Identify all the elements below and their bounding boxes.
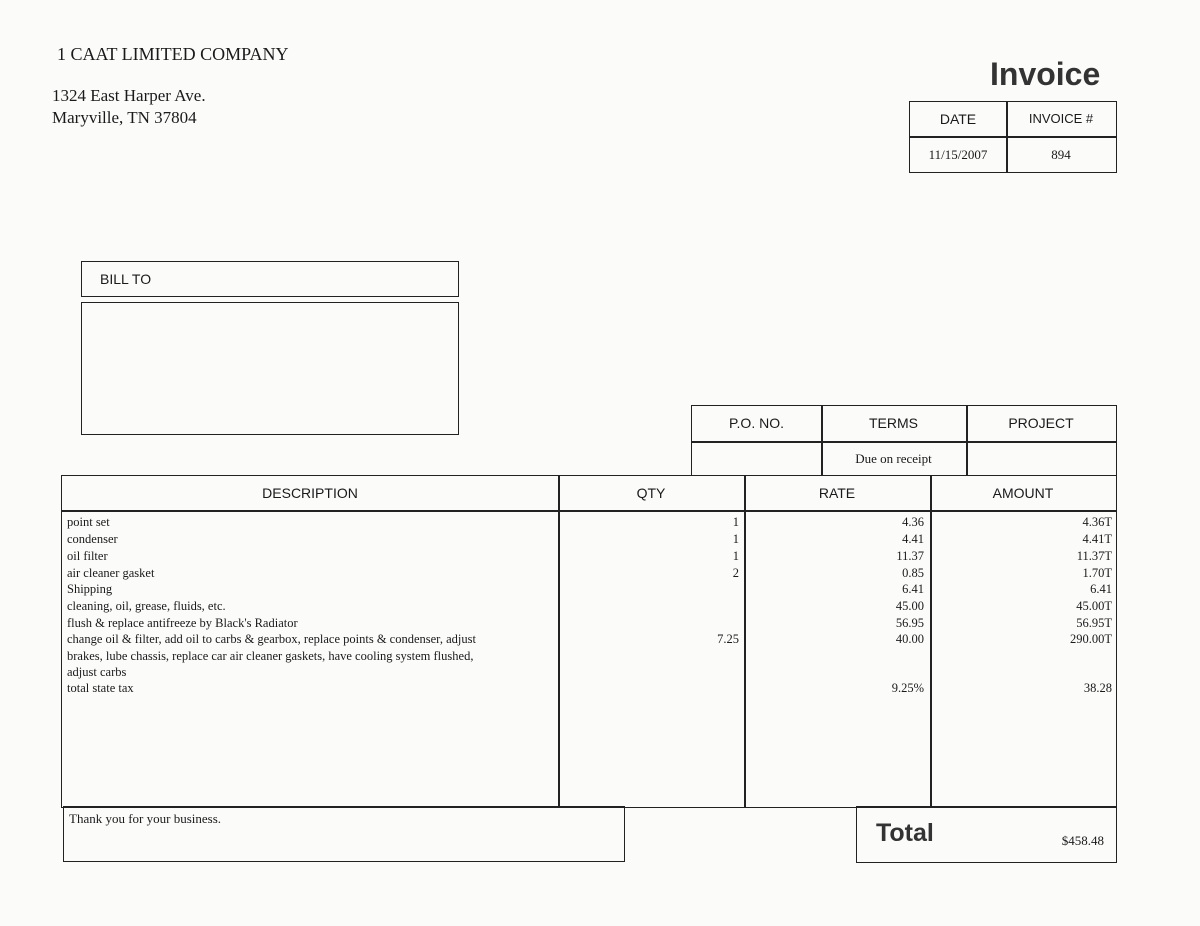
- project-label: PROJECT: [1008, 415, 1074, 431]
- row-description: brakes, lube chassis, replace car air cleaner gaskets, have cooling system flushed,: [67, 649, 474, 663]
- row-amount: 11.37T: [1076, 549, 1112, 563]
- row-qty: 7.25: [717, 632, 739, 646]
- row-qty: 2: [732, 566, 739, 580]
- row-rate: 4.36: [902, 515, 924, 529]
- row-qty: 1: [732, 549, 739, 563]
- terms-label: TERMS: [869, 415, 918, 431]
- total-box: [856, 806, 1117, 863]
- row-amount: 6.41: [1090, 582, 1112, 596]
- total-value: $458.48: [1061, 833, 1104, 848]
- row-rate: 56.95: [895, 616, 924, 630]
- row-qty: 1: [732, 515, 739, 529]
- document-title: Invoice: [990, 56, 1101, 92]
- rate-header: RATE: [818, 485, 856, 501]
- order-info-box: [691, 405, 1117, 476]
- row-qty: 1: [732, 532, 739, 546]
- row-rate: 45.00: [895, 599, 924, 613]
- row-description: total state tax: [67, 681, 134, 695]
- company-address-line1: 1324 East Harper Ave.: [52, 86, 206, 105]
- row-description: oil filter: [67, 549, 108, 563]
- company-address-line2: Maryville, TN 37804: [52, 108, 197, 127]
- row-rate: 6.41: [902, 582, 924, 596]
- row-amount: 290.00T: [1069, 632, 1112, 646]
- total-label: Total: [876, 819, 934, 847]
- bill-to-label: BILL TO: [100, 271, 152, 287]
- line-items-table: [61, 475, 1117, 808]
- row-rate: 40.00: [895, 632, 924, 646]
- row-rate: 0.85: [902, 566, 924, 580]
- terms-value: Due on receipt: [855, 451, 932, 466]
- row-description: Shipping: [67, 582, 113, 596]
- po-number-label: P.O. NO.: [729, 415, 784, 431]
- date-value: 11/15/2007: [928, 147, 988, 162]
- row-amount: 1.70T: [1082, 566, 1112, 580]
- row-amount: 4.41T: [1082, 532, 1112, 546]
- row-description: condenser: [67, 532, 118, 546]
- row-amount: 4.36T: [1082, 515, 1112, 529]
- row-amount: 38.28: [1083, 681, 1112, 695]
- row-amount: 45.00T: [1076, 599, 1112, 613]
- row-description: cleaning, oil, grease, fluids, etc.: [67, 599, 226, 613]
- invoice-meta-box: [909, 101, 1117, 173]
- row-description: air cleaner gasket: [67, 566, 155, 580]
- amount-header: AMOUNT: [992, 485, 1054, 501]
- thank-you-note: Thank you for your business.: [69, 811, 222, 826]
- row-rate: 9.25%: [891, 681, 924, 695]
- invoice-number-label: INVOICE #: [1028, 111, 1094, 126]
- company-name: 1 CAAT LIMITED COMPANY: [57, 44, 289, 64]
- description-header: DESCRIPTION: [262, 485, 358, 501]
- invoice-number-value: 894: [1051, 147, 1071, 162]
- bill-to-address-box: [81, 302, 459, 435]
- thank-you-box: [63, 806, 625, 862]
- row-description: adjust carbs: [67, 665, 127, 679]
- qty-header: QTY: [636, 485, 666, 501]
- row-description: point set: [67, 515, 110, 529]
- row-rate: 11.37: [896, 549, 924, 563]
- bill-to-header: [81, 261, 459, 297]
- row-description: change oil & filter, add oil to carbs & gearbox, replace points & condenser, adjust: [67, 632, 476, 646]
- row-amount: 56.95T: [1076, 616, 1112, 630]
- row-description: flush & replace antifreeze by Black's Radiator: [67, 616, 298, 630]
- date-label: DATE: [939, 111, 977, 127]
- row-rate: 4.41: [902, 532, 924, 546]
